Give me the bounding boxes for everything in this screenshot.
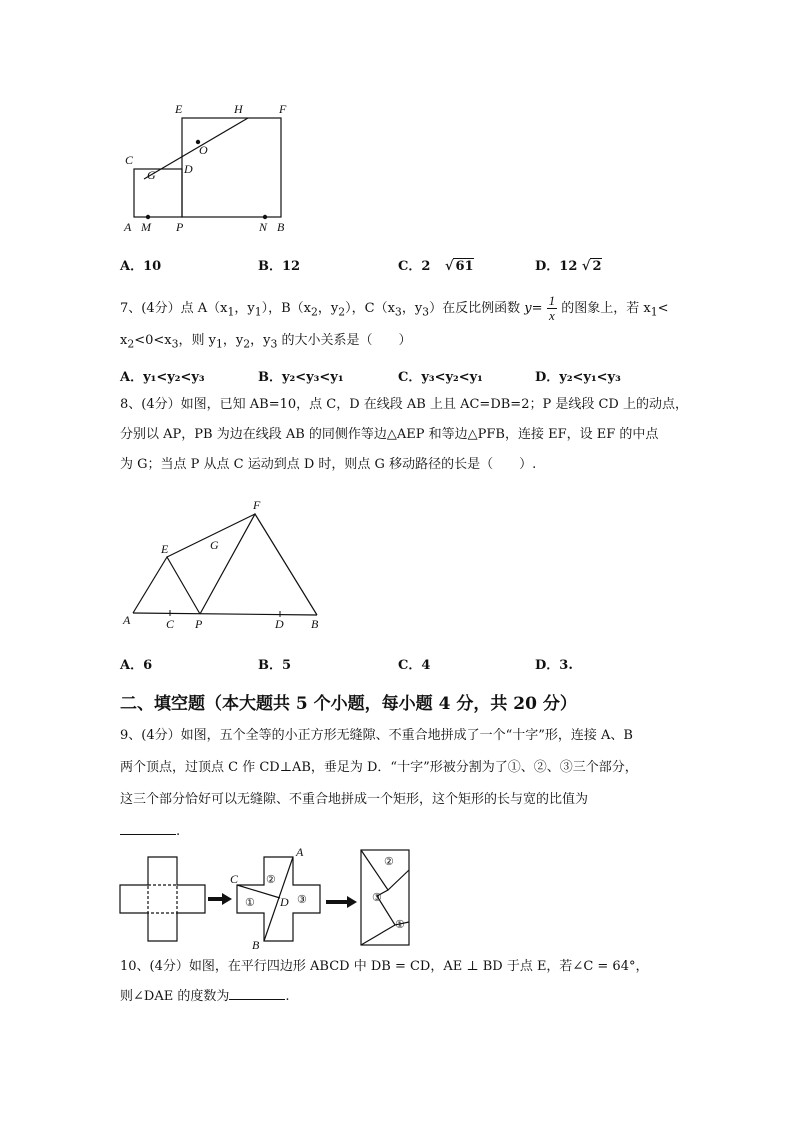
label-F: F <box>253 498 261 512</box>
q9-end-punct: . <box>176 824 181 839</box>
sub: 3 <box>394 305 402 319</box>
frac-num: 1 <box>548 293 556 308</box>
sub: 1 <box>254 305 262 319</box>
q6-option-c: C．2 √ 61 <box>398 259 474 274</box>
label-A: A <box>124 220 132 234</box>
result-piece-label-1: ① <box>395 919 405 931</box>
q7-text-b: ），B（x <box>261 301 311 316</box>
sub: 3 <box>422 305 430 319</box>
q7-text-c: ），C（x <box>345 301 395 316</box>
q6-option-c-prefix: C．2 <box>398 259 431 274</box>
cross-center-dashed <box>148 885 177 913</box>
label-D: D <box>275 617 284 631</box>
label-M: M <box>141 220 151 234</box>
label-N: N <box>259 220 268 234</box>
q7-text-i: ，y <box>250 333 271 348</box>
q7-option-b: B．y₂<y₃<y₁ <box>258 370 344 385</box>
label-B: B <box>252 938 260 952</box>
sub: 2 <box>243 337 251 351</box>
q7-option-a: A．y₁<y₂<y₃ <box>120 370 205 385</box>
label-A: A <box>296 845 304 859</box>
q7-sep: ，y <box>317 301 339 316</box>
result-cut-top <box>388 870 409 890</box>
arrow-1-head <box>222 893 232 905</box>
label-B: B <box>311 617 319 631</box>
frac-den: x <box>548 308 555 323</box>
q10-line1: 10、(4分）如图，在平行四边形 ABCD 中 DB = CD，AE ⊥ BD 于点 E，若∠C = 64°， <box>120 959 649 974</box>
q7-option-c: C．y₃<y₂<y₁ <box>398 370 483 385</box>
q9-line1: 9、(4分）如图，五个全等的小正方形无缝隙、不重合地拼成了一个“十字”形，连接 A、B <box>120 728 633 743</box>
label-G: G <box>147 168 156 182</box>
sub: 1 <box>650 305 658 319</box>
label-P: P <box>176 220 184 234</box>
q7-sep: ，y <box>234 301 255 316</box>
label-F: F <box>279 102 287 116</box>
q10-text: 则∠DAE 的度数为 <box>120 989 230 1004</box>
q10-end-punct: . <box>285 989 290 1004</box>
result-cut-lower <box>361 925 395 945</box>
q7-text-h: ，y <box>222 333 244 348</box>
cross-shape-1 <box>120 857 205 941</box>
sub: 2 <box>311 305 318 319</box>
q8-option-b: B．5 <box>258 658 292 673</box>
sub: 1 <box>227 305 235 319</box>
label-C: C <box>125 153 134 167</box>
q8-option-d: D．3. <box>535 658 573 673</box>
section-2-title: 二、填空题（本大题共 5 个小题，每小题 4 分，共 20 分） <box>120 694 577 714</box>
label-C: C <box>230 872 239 886</box>
q10-line2 <box>120 988 289 1006</box>
label-P: P <box>195 617 203 631</box>
q6-option-b: B．12 <box>258 259 301 274</box>
q7-option-d: D．y₂<y₁<y₃ <box>535 370 621 385</box>
piece-label-3: ③ <box>297 894 307 906</box>
result-piece-label-3: ③ <box>372 892 382 904</box>
q9-line3: 这三个部分恰好可以无缝隙、不重合地拼成一个矩形，这个矩形的长与宽的比值为 <box>120 792 589 807</box>
q6-option-d-prefix: D．12 <box>535 259 578 274</box>
q8-line1: 8、(4分）如图，已知 AB=10，点 C，D 在线段 AB 上且 AC=DB=2；P 是线段 CD 上的动点， <box>120 397 688 412</box>
q6-option-d-radicand: 2 <box>592 259 602 274</box>
q8-line2: 分别以 AP，PB 为边在线段 AB 的同侧作等边△AEP 和等边△PFB，连接 EF，设 EF 的中点 <box>120 427 659 442</box>
sub: 3 <box>171 337 179 351</box>
sub: 1 <box>216 337 223 351</box>
sub: 2 <box>338 305 346 319</box>
q8-option-c: C．4 <box>398 658 431 673</box>
q10-answer-blank <box>229 999 285 1000</box>
label-B: B <box>277 220 285 234</box>
label-G: G <box>210 538 219 552</box>
q7-y-eq: y= <box>524 301 543 316</box>
q7-text-f: <0<x <box>134 333 172 348</box>
sub: 2 <box>127 337 135 351</box>
q6-option-a: A．10 <box>120 259 162 274</box>
label-H: H <box>234 102 243 116</box>
label-A: A <box>123 613 131 627</box>
label-D: D <box>280 895 289 909</box>
q6-option-c-radicand: 61 <box>455 259 474 274</box>
label-O: O <box>199 143 208 157</box>
q6-option-d: D．12 √ 2 <box>535 259 602 274</box>
q8-option-a: A．6 <box>120 658 153 673</box>
q7-lt: < <box>657 301 669 316</box>
label-C: C <box>166 617 175 631</box>
q9-line2: 两个顶点，过顶点 C 作 CD⊥AB，垂足为 D．“十字”形被分割为了①、②、③三个部分， <box>120 760 638 775</box>
q7-x: x <box>120 333 128 348</box>
q7-text-j: 的大小关系是（ ） <box>277 333 412 348</box>
q7-text-d: ）在反比例函数 <box>429 301 521 316</box>
piece-label-2: ② <box>266 874 276 886</box>
label-E: E <box>175 102 183 116</box>
q7-sep: ，y <box>401 301 423 316</box>
q7-text-a: 7、(4分）点 A（x <box>120 301 228 316</box>
label-D: D <box>184 162 193 176</box>
label-E: E <box>161 542 169 556</box>
q8-line3: 为 G；当点 P 从点 C 运动到点 D 时，则点 G 移动路径的长是（ ）. <box>120 457 537 472</box>
sub: 3 <box>270 337 278 351</box>
q7-text-e: 的图象上，若 x <box>561 301 651 316</box>
result-piece-label-2: ② <box>384 856 394 868</box>
piece-label-1: ① <box>245 897 255 909</box>
q7-text-g: ，则 y <box>178 333 216 348</box>
arrow-2-head <box>347 896 357 908</box>
cut-line-CD <box>237 885 280 898</box>
